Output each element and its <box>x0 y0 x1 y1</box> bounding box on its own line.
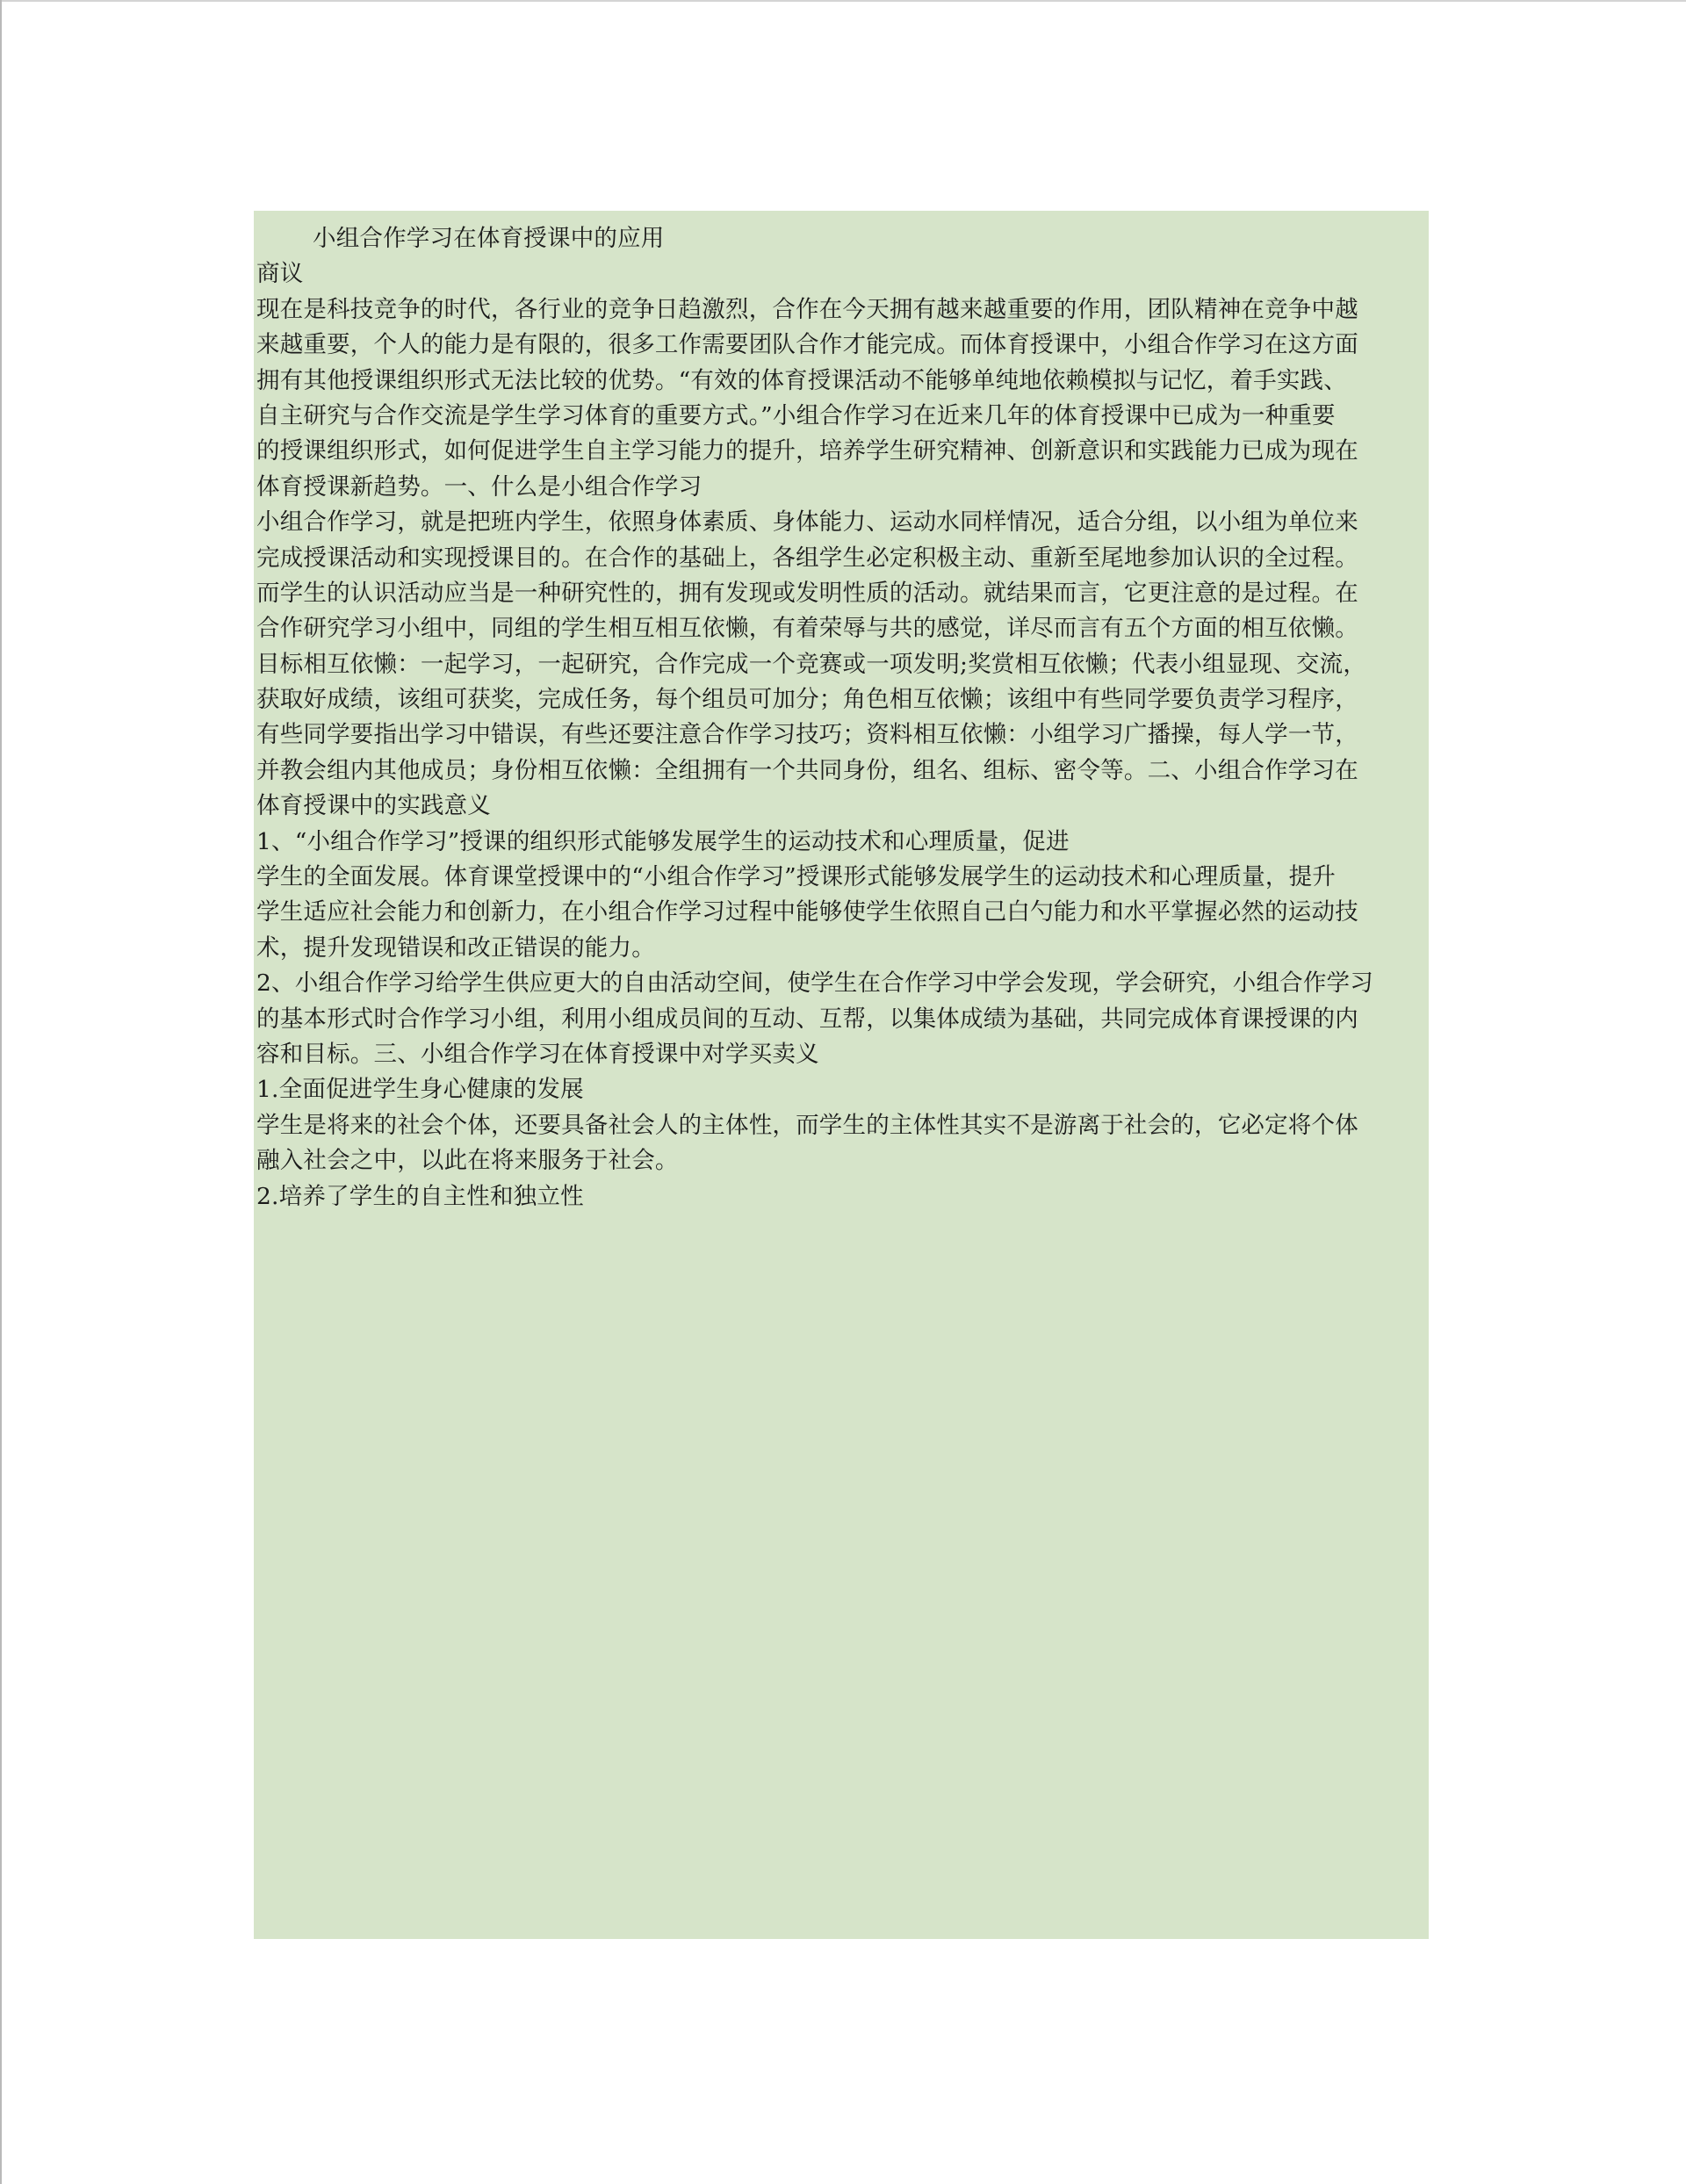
document-line: 完成授课活动和实现授课目的。在合作的基础上，各组学生必定积极主动、重新至尾地参加认识的全过程。 <box>256 544 1358 572</box>
document-line: 自主研究与合作交流是学生学习体育的重要方式。”小组合作学习在近来几年的体育授课中已成为一种重要 <box>256 401 1336 429</box>
document-line: 小组合作学习，就是把班内学生，依照身体素质、身体能力、运动水同样情况，适合分组，以小组为单位来 <box>256 508 1358 537</box>
document-line: 体育授课中的实践意义 <box>256 792 491 820</box>
document-line: 来越重要，个人的能力是有限的，很多工作需要团队合作才能完成。而体育授课中，小组合作学习在这方面 <box>256 331 1358 359</box>
document-line: 学生的全面发展。体育课堂授课中的“小组合作学习”授课形式能够发展学生的运动技术和心理质量，提升 <box>256 863 1336 891</box>
page-top-border <box>0 0 1686 2</box>
document-line: 容和目标。三、小组合作学习在体育授课中对学买卖义 <box>256 1040 819 1068</box>
document-line: 2、小组合作学习给学生供应更大的自由活动空间，使学生在合作学习中学会发现，学会研究，小组合作学习 <box>256 969 1373 998</box>
document-line: 现在是科技竞争的时代，各行业的竞争日趋激烈，合作在今天拥有越来越重要的作用，团队精神在竞争中越 <box>256 295 1358 323</box>
document-body <box>256 221 1563 1215</box>
document-line: 的基本形式时合作学习小组，利用小组成员间的互动、互帮，以集体成绩为基础，共同完成体育课授课的内 <box>256 1005 1358 1033</box>
document-line: 有些同学要指出学习中错误，有些还要注意合作学习技巧；资料相互依懒：小组学习广播操，每人学一节， <box>256 721 1358 749</box>
document-line: 并教会组内其他成员；身份相互依懒：全组拥有一个共同身份，组名、组标、密令等。二、小组合作学习在 <box>256 756 1358 784</box>
document-line: 学生适应社会能力和创新力，在小组合作学习过程中能够使学生依照自己白勺能力和水平掌握必然的运动技 <box>256 898 1358 926</box>
document-line: 1、“小组合作学习”授课的组织形式能够发展学生的运动技术和心理质量，促进 <box>256 827 1070 855</box>
document-line: 的授课组织形式，如何促进学生自主学习能力的提升，培养学生研究精神、创新意识和实践能力已成为现在 <box>256 437 1358 465</box>
document-line: 合作研究学习小组中，同组的学生相互相互依懒，有着荣辱与共的感觉，详尽而言有五个方面的相互依懒。 <box>256 615 1358 643</box>
document-line: 而学生的认识活动应当是一种研究性的，拥有发现或发明性质的活动。就结果而言，它更注意的是过程。在 <box>256 579 1358 607</box>
document-line: 体育授课新趋势。一、什么是小组合作学习 <box>256 472 702 501</box>
document-line: 商议 <box>256 260 304 288</box>
document-line: 术，提升发现错误和改正错误的能力。 <box>256 933 655 962</box>
document-line: 2.培养了学生的自主性和独立性 <box>256 1182 584 1210</box>
document-line: 拥有其他授课组织形式无法比较的优势。“有效的体育授课活动不能够单纯地依赖模拟与记忆，着手实践、 <box>256 366 1347 394</box>
document-line: 学生是将来的社会个体，还要具备社会人的主体性，而学生的主体性其实不是游离于社会的，它必定将个体 <box>256 1111 1358 1139</box>
document-line: 目标相互依懒：一起学习，一起研究，合作完成一个竞赛或一项发明;奖赏相互依懒；代表小组显现、交流， <box>256 650 1367 678</box>
page-left-border <box>0 0 2 2184</box>
document-title: 小组合作学习在体育授课中的应用 <box>313 225 665 252</box>
document-line: 获取好成绩，该组可获奖，完成任务，每个组员可加分；角色相互依懒；该组中有些同学要负责学习程序， <box>256 686 1358 714</box>
document-line: 1.全面促进学生身心健康的发展 <box>256 1076 584 1104</box>
document-line: 融入社会之中，以此在将来服务于社会。 <box>256 1147 679 1175</box>
